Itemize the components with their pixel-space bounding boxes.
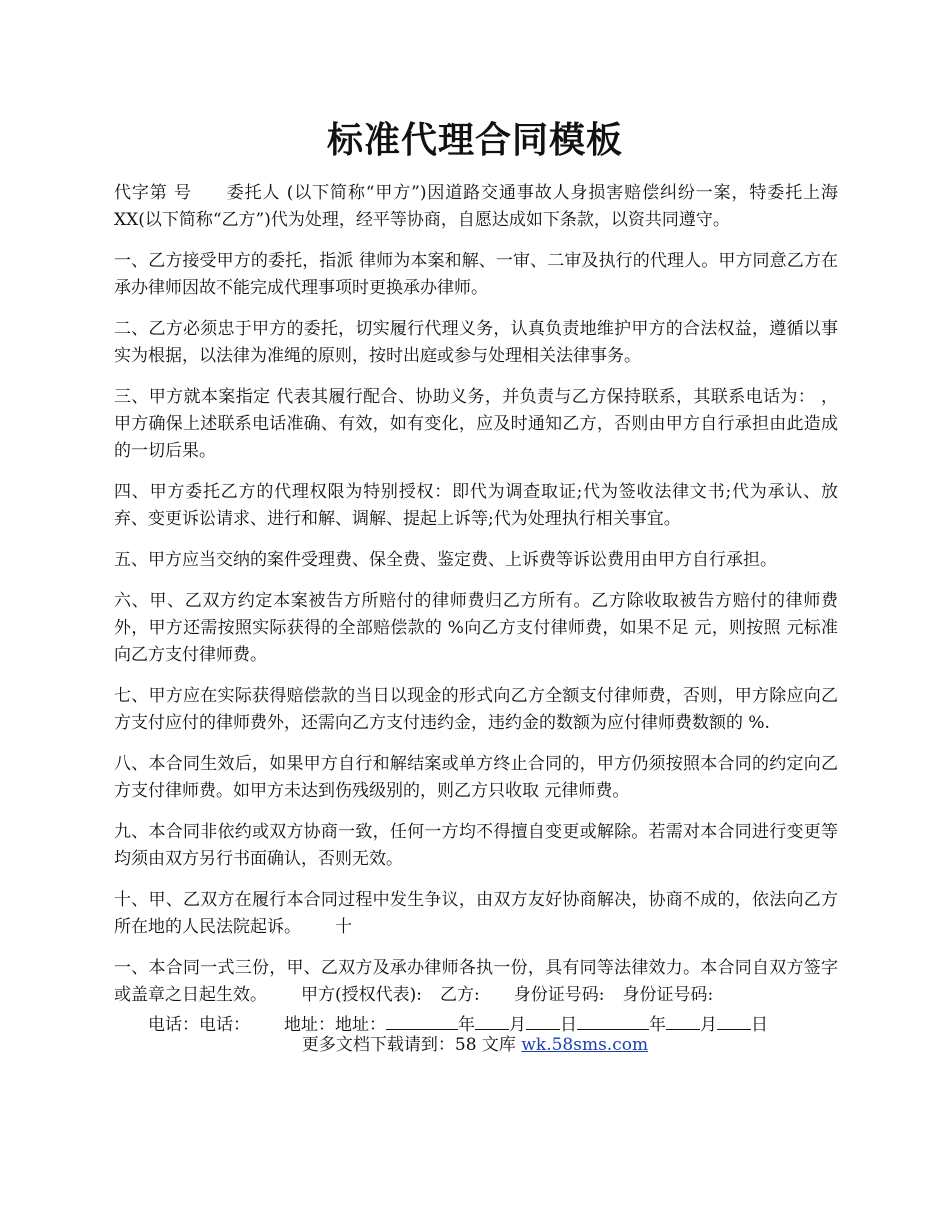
- date-b-month-blank: [666, 1009, 700, 1030]
- addr-a-label: 地址：: [284, 1015, 335, 1035]
- clause-3: 三、甲方就本案指定 代表其履行配合、协助义务，并负责与乙方保持联系，其联系电话为： ，甲方确保上述联系电话准确、有效，如有变化，应及时通知乙方，否则由甲方自行承担由此造成的一切后果。: [114, 387, 838, 461]
- intro-paragraph: [114, 180, 838, 234]
- date-b-day: 日: [751, 1015, 768, 1035]
- party-b-label: 乙方:: [440, 985, 480, 1005]
- date-b-year: 年: [649, 1015, 666, 1035]
- clause-6: 六、甲、乙双方约定本案被告方所赔付的律师费归乙方所有。乙方除收取被告方赔付的律师费外，甲方还需按照实际获得的全部赔偿款的 %向乙方支付律师费，如果不足 元，则按照 元标准向乙方支付律师费。: [114, 591, 838, 665]
- date-a-year-blank: [386, 1009, 458, 1030]
- clause-11-text: 一、本合同一式三份，甲、乙双方及承办律师各执一份，具有同等法律效力。本合同自双方签字或盖章之日起生效。: [114, 958, 838, 1005]
- date-a-month: 月: [509, 1015, 526, 1035]
- clause-4: 四、甲方委托乙方的代理权限为特别授权：即代为调查取证;代为签收法律文书;代为承认、放弃、变更诉讼请求、进行和解、调解、提起上诉等;代为处理执行相关事宜。: [114, 482, 838, 529]
- document-title: 标准代理合同模板: [326, 119, 623, 161]
- date-b-day-blank: [717, 1009, 751, 1030]
- date-b-year-blank: [577, 1009, 649, 1030]
- clause-2: 二、乙方必须忠于甲方的委托，切实履行代理义务，认真负责地维护甲方的合法权益，遵循以事实为根据，以法律为准绳的原则，按时出庭或参与处理相关法律事务。: [114, 319, 838, 366]
- document-body: [114, 180, 838, 1053]
- clause-8: 八、本合同生效后，如果甲方自行和解结案或单方终止合同的，甲方仍须按照本合同的约定向乙方支付律师费。如甲方未达到伤残级别的，则乙方只收取 元律师费。: [114, 754, 838, 801]
- clause-9: 九、本合同非依约或双方协商一致，任何一方均不得擅自变更或解除。若需对本合同进行变更等均须由双方另行书面确认，否则无效。: [114, 822, 838, 869]
- phone-b-label: 电话：: [199, 1015, 250, 1035]
- date-b-month: 月: [700, 1015, 717, 1035]
- date-a-year: 年: [458, 1015, 475, 1035]
- date-a-day-blank: [526, 1009, 560, 1030]
- clause-1: 一、乙方接受甲方的委托，指派 律师为本案和解、一审、二审及执行的代理人。甲方同意乙方在承办律师因故不能完成代理事项时更换承办律师。: [114, 251, 838, 298]
- contract-number: 代字第 号: [114, 183, 192, 203]
- intro-text: 委托人 (以下简称“甲方”)因道路交通事故人身损害赔偿纠纷一案，特委托上海 XX(以下简称“乙方”)代为处理，经平等协商，自愿达成如下条款，以资共同遵守。: [114, 183, 838, 230]
- clause-11: [114, 955, 838, 1039]
- footer-link[interactable]: wk.58sms.com: [521, 1035, 649, 1055]
- party-a-label: 甲方(授权代表):: [301, 985, 422, 1005]
- clause-7: 七、甲方应在实际获得赔偿款的当日以现金的形式向乙方全额支付律师费，否则，甲方除应向乙方支付应付的律师费外，还需向乙方支付违约金，违约金的数额为应付律师费数额的 %.: [114, 686, 838, 733]
- download-footer: [0, 1030, 950, 1055]
- date-a-month-blank: [475, 1009, 509, 1030]
- phone-a-label: 电话：: [148, 1015, 199, 1035]
- date-a-day: 日: [560, 1015, 577, 1035]
- footer-prefix: 更多文档下载请到：58 文库: [301, 1035, 522, 1055]
- addr-b-label: 地址：: [335, 1015, 386, 1035]
- clause-10: [114, 887, 838, 941]
- id-b-label: 身份证号码:: [622, 985, 714, 1005]
- clause-10-tail: 十: [335, 917, 352, 937]
- id-a-label: 身份证号码:: [513, 985, 605, 1005]
- clause-5: 五、甲方应当交纳的案件受理费、保全费、鉴定费、上诉费等诉讼费用由甲方自行承担。: [114, 550, 777, 570]
- clause-10-text: 十、甲、乙双方在履行本合同过程中发生争议，由双方友好协商解决，协商不成的，依法向乙方所在地的人民法院起诉。: [114, 890, 838, 937]
